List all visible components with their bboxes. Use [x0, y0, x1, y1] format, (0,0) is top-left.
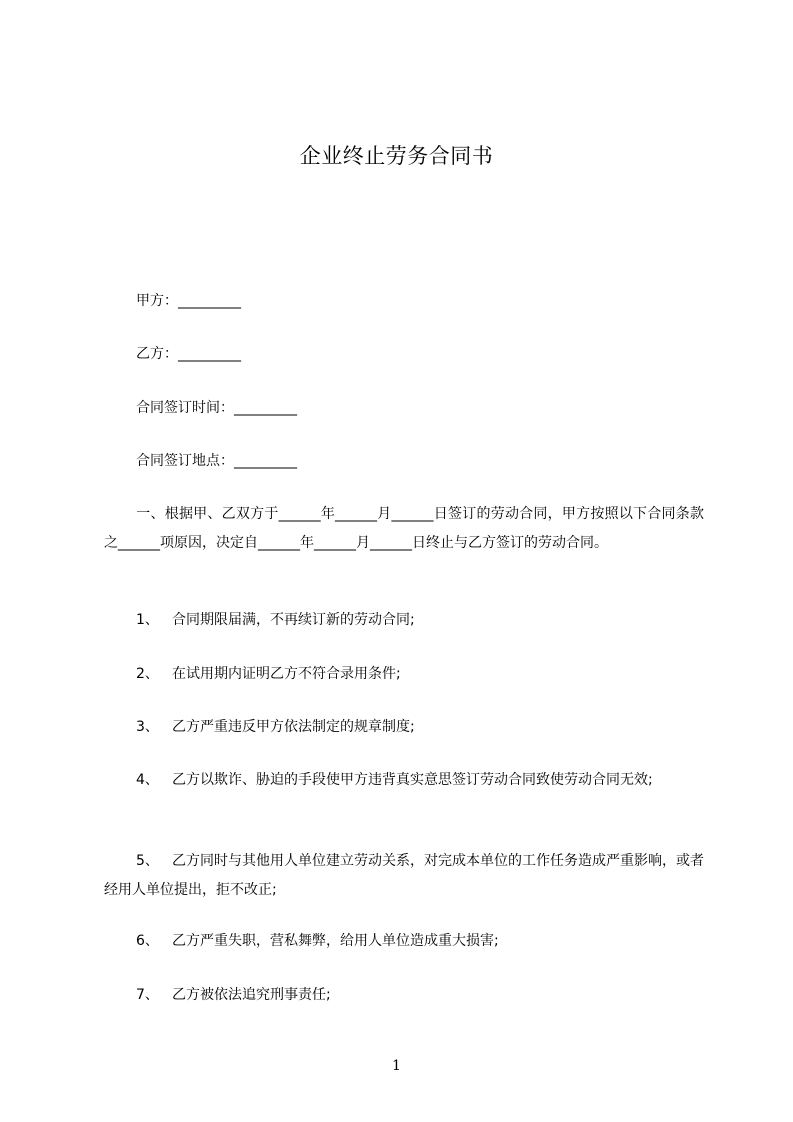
list-item-number: 5、 [136, 853, 159, 869]
list-item-number: 7、 [136, 987, 159, 1003]
sign-place-line: 合同签订地点：_________ [136, 453, 297, 469]
list-item-number: 1、 [136, 612, 159, 628]
intro-paragraph [104, 500, 704, 558]
list-item-text: 乙方同时与其他用人单位建立劳动关系，对完成本单位的工作任务造成严重影响，或者经用人单位提出，拒不改正; [104, 853, 704, 898]
sign-time-line: 合同签订时间：_________ [136, 400, 297, 416]
list-item-number: 4、 [136, 772, 159, 788]
list-item-number: 2、 [136, 666, 159, 682]
party-a-line: 甲方：_________ [136, 293, 241, 309]
list-item [136, 717, 415, 737]
document-title: 企业终止劳务合同书 [299, 144, 494, 168]
list-item [136, 985, 331, 1005]
party-b-line: 乙方：_________ [136, 346, 241, 362]
list-item-number: 3、 [136, 719, 159, 735]
list-item-text: 乙方严重失职，营私舞弊，给用人单位造成重大损害; [172, 933, 499, 949]
intro-text: 一、根据甲、乙双方于______年______月______日签订的劳动合同，甲方按照以下合同条款之______项原因，决定自______年______月______日终止与乙方签订的劳动合同。 [104, 506, 704, 551]
list-item [104, 847, 704, 905]
page-number: 1 [392, 1058, 401, 1074]
list-item [104, 766, 704, 795]
list-item [136, 610, 415, 630]
list-item-number: 6、 [136, 933, 159, 949]
list-item-text: 乙方以欺诈、胁迫的手段使甲方违背真实意思签订劳动合同致使劳动合同无效; [172, 772, 653, 788]
list-item [136, 931, 499, 951]
list-item-text: 乙方严重违反甲方依法制定的规章制度; [172, 719, 415, 735]
list-item-text: 乙方被依法追究刑事责任; [172, 987, 331, 1003]
list-item-text: 在试用期内证明乙方不符合录用条件; [172, 666, 401, 682]
list-item [136, 664, 401, 684]
list-item-text: 合同期限届满，不再续订新的劳动合同; [172, 612, 415, 628]
